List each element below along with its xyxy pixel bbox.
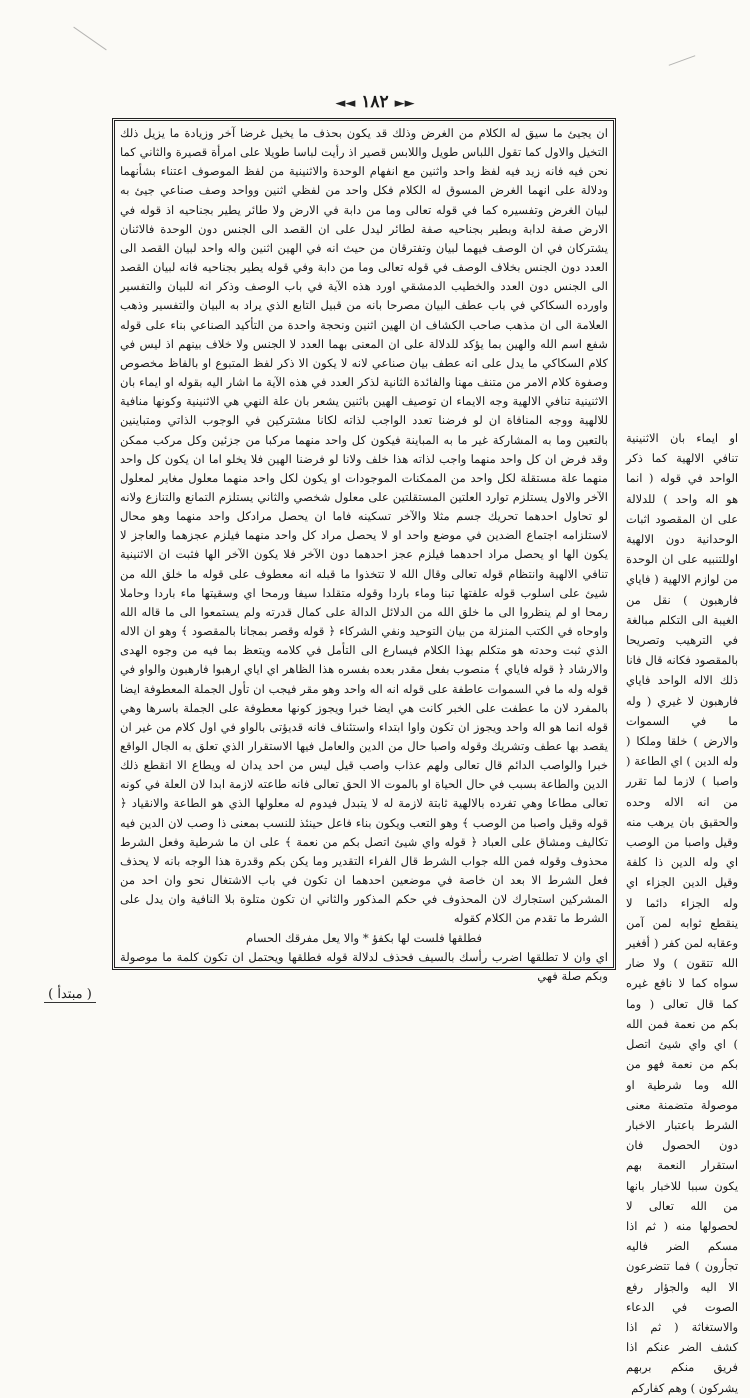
- margin-paragraph: او ايماء بان الاثنينية تنافي الالهية كما ذكر الواحد في قوله ( انما هو اله واحد ) للدلالة على ان المقصود اثبات الوحدانية دون الالهية اوللتنبيه على ان الوحدة من لوازم الالهية ( فاياي فارهبون ) نقل من الغيبة الى التكلم مبالغة في الترهيب وتصريحا بالمقصود فكانه قال فانا ذلك الاله الواحد فاياي فارهبون لا غيري ( وله ما في السموات والارض ) خلقا وملكا ( وله الدين ) اي الطاعة ( واصبا ) لازما لما تقرر من انه الاله وحده والحقيق بان يرهب منه وقيل واصبا من الوصب اي وله الدين ذا كلفة وقيل الدين الجزاء اي وله الجزاء دائما لا ينقطع ثوابه لمن آمن وعقابه لمن كفر ( أفغير الله تتقون ) ولا ضار سواه كما لا نافع غيره كما قال تعالى ( وما بكم من نعمة فمن الله ) اي واي شيئ اتصل بكم من نعمة فهو من الله وما شرطية او موصولة متضمنة معنى الشرط باعتبار الاخبار دون الحصول فان استقرار النعمة بهم يكون سببا للاخبار بانها من الله تعالى لا لحصولها منه ( ثم اذا مسكم الضر فاليه تجأرون ) فما تتضرعون الا اليه والجؤار رفع الصوت في الدعاء والاستغاثة ( ثم اذا كشف الضر عنكم اذا فريق منكم بربهم يشركون ) وهم كفاركم: [626, 431, 738, 1395]
- page-header: [0, 92, 750, 112]
- margin-commentary: [626, 428, 738, 1395]
- poetry-verse: فطلقها فلست لها بكفؤ * والا يعل مفرقك الحسام: [245, 930, 483, 945]
- paper-speck: [73, 27, 106, 51]
- page-number: ١٨٢: [361, 92, 389, 112]
- ornament-right-icon: ►►: [394, 96, 415, 111]
- main-paragraph-last: اي وان لا تطلقها اضرب رأسك بالسيف فحذف لدلالة قوله فطلقها ويحتمل ان تكون كلمة ما موصولة وبكم صلة فهي: [120, 949, 608, 983]
- catchword: [22, 987, 118, 1002]
- paper-speck: [669, 55, 696, 66]
- main-paragraph: ان يجيئ ما سيق له الكلام من الغرض وذلك قد يكون بحذف ما يخيل غرضا آخر وزيادة ما يزيل ذلك التخيل والاول كما تقول اللباس طويل واللابس قصير اذ رأيت لباسا طويلا على امرأة قصيرة والثاني كما نحن فيه فانه زيد فيه لفظ واحد واثنين مع انفهام الوحدة والاثنينية من لفظ الموصوف اعتناء بشأنهما ودلالة على انهما الغرض المسوق له الكلام فكل واحد من لفظي اثنين وواحد وصف صناعي جيئ به لبيان الغرض وتفسيره كما في قوله تعالى وما من دابة في الارض ولا طائر يطير بجناحيه اذ قوله في الارض صفة لدابة وبطير بجناحيه صفة لطائر ليدل على ان القصد الى الجنس دون الوحدة فالاثنان يشتركان في ان الوصف فيهما لبيان وتفترقان من حيث انه في الهين اثنين واله واحد لبيان القصد الى العدد دون الجنس بخلاف الوصف في قوله تعالى وما من دابة وفي قوله يطير بجناحيه فانه لبيان القصد الى الجنس دون العدد والخطيب الدمشقي اورد هذه الآية في باب الوصف وذكر انه للبيان والتفسير واورده السكاكي في باب عطف البيان مصرحا بانه من قبيل التابع الذي يراد به البيان والتفسير وذهب العلامة الى ان مذهب صاحب الكشاف ان الهين اثنين ونحجة واحدة من التأكيد الصناعي بناء على قوله شفع اسم الله والهين بما يؤكد للدلالة على ان المعنى بهما العدد لا الجنس ولا خلاف بينهم اذ ليس في كلام السكاكي ما يدل على انه عطف بيان صناعي لانه لا يكون الا ذكر لفظ المتبوع او بالفاظ مخصوص وصفوة كلام الامر من متنف مهنا والفائدة الثانية لذكر العدد في هذه الآية ما اشار اليه بقوله او ايماء بان الاثنينية تنافي الالهية وجه الايماء ان توصيف الهين باثنين يشعر بان علة النهي هي الاثنينية وكونها منافية للالهية ووجه المنافاة ان لو فرضنا تعدد الواجب لذاته لكانا مشتركين في الوجوب الذاتي ومتباينين بالتعين وما به المشاركة غير ما به المباينة فيكون كل واحد منهما مركبا من جزئين وكل مركب ممكن وقد فرض ان كل واحد منهما واجب لذاته هذا خلف ولانا لو فرضنا الهين فلا يخلو اما ان يكون كل واحد منهما علة مستقلة لكل واحد من الممكنات الموجودات او يكون لكل واحد منهما معلول مغاير لمعلول الآخر والاول يستلزم توارد العلتين المستقلتين على معلول شخصي والثاني يستلزم التمانع والتنازع ولانه لو تحاول احدهما تحريك جسم مثلا والآخر تسكينه فاما ان يحصل مرادكل واحد منهما وهو محال لاستلزامه اجتماع الضدين في موضع واحد او لا يحصل مراد كل واحد منهما فيلزم عجزهما والعاجز لا يكون الها او يحصل مراد احدهما فيلزم عجز احدهما دون الآخر فلا يكون الآخر الها فثبت ان الاثنينية تنافي الالهية وانتظام قوله تعالى وقال الله لا تتخذوا ما قبله انه معطوف على قوله ما خلق الله من شيئ على اسلوب قوله علفتها تبنا وماء باردا وقوله متقلدا سيفا ورمحا اي وسقيتها ماء باردا وحاملا رمحا او لم ينظروا الى ما خلق الله من الدلائل الدالة على كمال قدرته ولم يستمعوا الى ما قاله الله واوحاه في الكتب المنزلة من بيان التوحيد ونفي الشركاء ﴿ قوله وقصر بمجانا بالمقصود ﴾ وهو ان الاله الذي ثبت وحدته هو متكلم بهذا الكلام فيسارع الى التأمل في كلامه ويتعظ بما فيه من وجوه الهدى والارشاد ﴿ قوله فاياي ﴾ منصوب بفعل مقدر بعده بفسره هذا الظاهر اي اياي ارهبوا فارهبون والواو في قوله وله ما في السموات عاطفة على قوله انه اله واحد وهو مقر فيجب ان تأول الجملة المعطوفة ايضا بالمفرد لان ما عطفت على الخبر كانت هي ايضا خبرا ويجوز كونها معطوفة على الجملة باسرها وهي قوله انما هو اله واحد ويجوز ان تكون واوا ابتداء واستئناف فانه قديؤتى بالواو في اول كلام من غير ان يقصد بها عطف وتشريك وقوله واصبا حال من الدين والعامل فيها الاستقرار الذي تعلق به الجال الواقع خبرا والواصب الدائم قال تعالى ولهم عذاب واصب قيل ليس من احد يدان له ويطاع الا انقطع ذلك الدين والطاعة بسبب في حال الحياة او بالموت الا الحق تعالى فانه طاعته لازمة ابدا لان العلة في كونه تعالى مطاعا وهي تفرده بالالهية ثابتة لازمة له لا يتبدل فيدوم له معلولها الذي هو الطاعة والانقياد ﴿ قوله وقيل واصبا من الوصب ﴾ وهو التعب ويكون بناء فاعل حينئذ للنسب بمعنى ذا وصب لان الدين فيه تكاليف ومشاق على العباد ﴿ قوله واي شيئ اتصل بكم من نعمة ﴾ على ان ما شرطية وفعل الشرط محذوف وقوله فمن الله جواب الشرط قال الفراء التقدير وما يكن بكم وقدرة هذا الوجه بانه لا يحذف فعل الشرط الا بعد ان خاصة في موضعين احدهما ان تكون في باب الاشتغال نحو وان احد من المشركين استجارك لان المحذوف في حكم المذكور والثاني ان تكون متلوة بلا النافية وان يدل على الشرط ما تقدم من الكلام كقوله: [120, 126, 608, 926]
- main-text-block: [120, 124, 608, 983]
- ornament-left-icon: ◄◄: [335, 96, 356, 111]
- catchword-text: ( مبتدأ ): [44, 987, 96, 1003]
